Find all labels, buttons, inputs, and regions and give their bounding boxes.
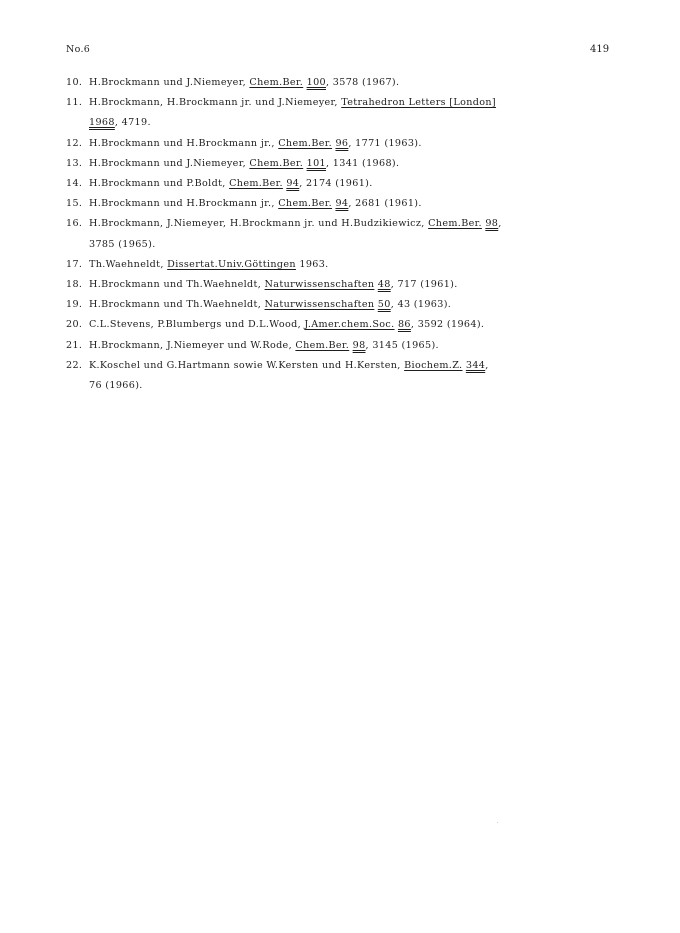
reference-text: , 3578 (1967). (325, 77, 400, 88)
reference-item (66, 275, 586, 295)
reference-line (89, 113, 586, 133)
reference-text: 3785 (1965). (89, 238, 156, 250)
reference-item (66, 255, 586, 275)
reference-line (89, 73, 586, 93)
reference-text: H.Brockmann und J.Niemeyer, (89, 157, 250, 169)
reference-number: 18. (66, 279, 83, 291)
reference-number: 16. (66, 218, 83, 230)
reference-text: H.Brockmann, J.Niemeyer und W.Rode, (89, 339, 296, 351)
volume-number: 344 (465, 359, 486, 371)
reference-item (66, 154, 586, 174)
volume-number: 98 (485, 218, 499, 230)
reference-list (66, 73, 586, 396)
reference-text: , 2681 (1961). (348, 198, 422, 210)
reference-text: H.Brockmann und H.Brockmann jr., (89, 198, 279, 210)
journal-title: Chem.Ber. (278, 198, 333, 210)
journal-title: Chem.Ber. (295, 339, 350, 351)
volume-number: 101 (306, 157, 326, 169)
volume-number: 50 (377, 299, 391, 311)
reference-number: 15. (66, 198, 83, 210)
journal-title: Chem.Ber. (249, 157, 304, 169)
reference-item (66, 73, 586, 93)
volume-number: 1968 (89, 117, 115, 129)
journal-title: Naturwissenschaften (264, 279, 375, 291)
journal-title: Tetrahedron Letters [London] (341, 97, 497, 109)
reference-text: , 4719. (114, 117, 151, 129)
reference-number: 13. (66, 157, 83, 169)
reference-text: , 43 (1963). (390, 299, 452, 311)
reference-item (66, 134, 586, 154)
volume-number: 86 (397, 319, 411, 331)
volume-number: 96 (335, 137, 349, 149)
volume-number: 98 (352, 339, 366, 351)
scan-speck (497, 822, 498, 823)
reference-text: K.Koschel und G.Hartmann sowie W.Kersten und H.Kersten, (89, 359, 405, 371)
reference-line (89, 174, 586, 194)
reference-text: H.Brockmann und H.Brockmann jr., (89, 137, 279, 149)
reference-line (89, 214, 586, 234)
reference-number: 17. (66, 258, 83, 270)
reference-item (66, 315, 586, 335)
page-header (0, 0, 680, 60)
reference-number: 12. (66, 137, 83, 149)
reference-line (89, 376, 586, 396)
journal-title: Chem.Ber. (229, 178, 283, 190)
reference-line (89, 295, 586, 315)
reference-line (89, 154, 586, 174)
reference-text: , (498, 218, 502, 230)
reference-line (89, 255, 586, 275)
reference-item (66, 356, 586, 396)
reference-item (66, 214, 586, 254)
reference-text: , (485, 359, 489, 371)
journal-title: Chem.Ber. (249, 77, 304, 88)
reference-line (89, 93, 586, 113)
journal-title: Naturwissenschaften (264, 299, 375, 311)
reference-item (66, 194, 586, 214)
reference-text: H.Brockmann und P.Boldt, (89, 178, 230, 190)
reference-number: 11. (66, 97, 83, 109)
reference-text: Th.Waehneldt, (89, 258, 168, 270)
journal-title: J.Amer.chem.Soc. (304, 319, 395, 331)
reference-line (89, 194, 586, 214)
reference-line (89, 275, 586, 295)
reference-number: 19. (66, 299, 83, 311)
reference-item (66, 295, 586, 315)
reference-item (66, 93, 586, 133)
reference-text: , 1771 (1963). (348, 137, 422, 149)
issue-label: No.6 (66, 44, 91, 55)
reference-text: , 2174 (1961). (299, 178, 373, 190)
reference-item (66, 174, 586, 194)
reference-text: H.Brockmann und J.Niemeyer, (89, 77, 250, 88)
reference-text: H.Brockmann und Th.Waehneldt, (89, 279, 265, 291)
reference-text: , 717 (1961). (390, 279, 458, 291)
reference-item (66, 336, 586, 356)
volume-number: 100 (306, 77, 326, 88)
reference-number: 14. (66, 178, 83, 190)
volume-number: 94 (286, 178, 300, 190)
journal-title: Biochem.Z. (404, 359, 463, 371)
reference-line (89, 235, 586, 255)
reference-text: , 1341 (1968). (325, 157, 400, 169)
reference-number: 10. (66, 77, 83, 88)
volume-number: 94 (335, 198, 349, 210)
reference-text: H.Brockmann, H.Brockmann jr. und J.Niemeyer, (89, 97, 342, 109)
reference-text: C.L.Stevens, P.Blumbergs und D.L.Wood, (89, 319, 305, 331)
page-number: 419 (590, 44, 610, 55)
reference-text: H.Brockmann, J.Niemeyer, H.Brockmann jr. und H.Budzikiewicz, (89, 218, 429, 230)
reference-number: 20. (66, 319, 83, 331)
journal-title: Chem.Ber. (278, 137, 333, 149)
reference-line (89, 356, 586, 376)
reference-number: 21. (66, 339, 83, 351)
reference-text: 76 (1966). (89, 380, 143, 392)
reference-text: , 3592 (1964). (410, 319, 485, 331)
reference-text: , 3145 (1965). (365, 339, 439, 351)
volume-number: 48 (377, 279, 391, 291)
journal-title: Dissertat.Univ.Göttingen (167, 258, 296, 270)
reference-line (89, 134, 586, 154)
reference-line (89, 315, 586, 335)
reference-number: 22. (66, 359, 83, 371)
reference-text: 1963. (295, 258, 329, 270)
reference-line (89, 336, 586, 356)
journal-title: Chem.Ber. (428, 218, 482, 230)
reference-text: H.Brockmann und Th.Waehneldt, (89, 299, 265, 311)
